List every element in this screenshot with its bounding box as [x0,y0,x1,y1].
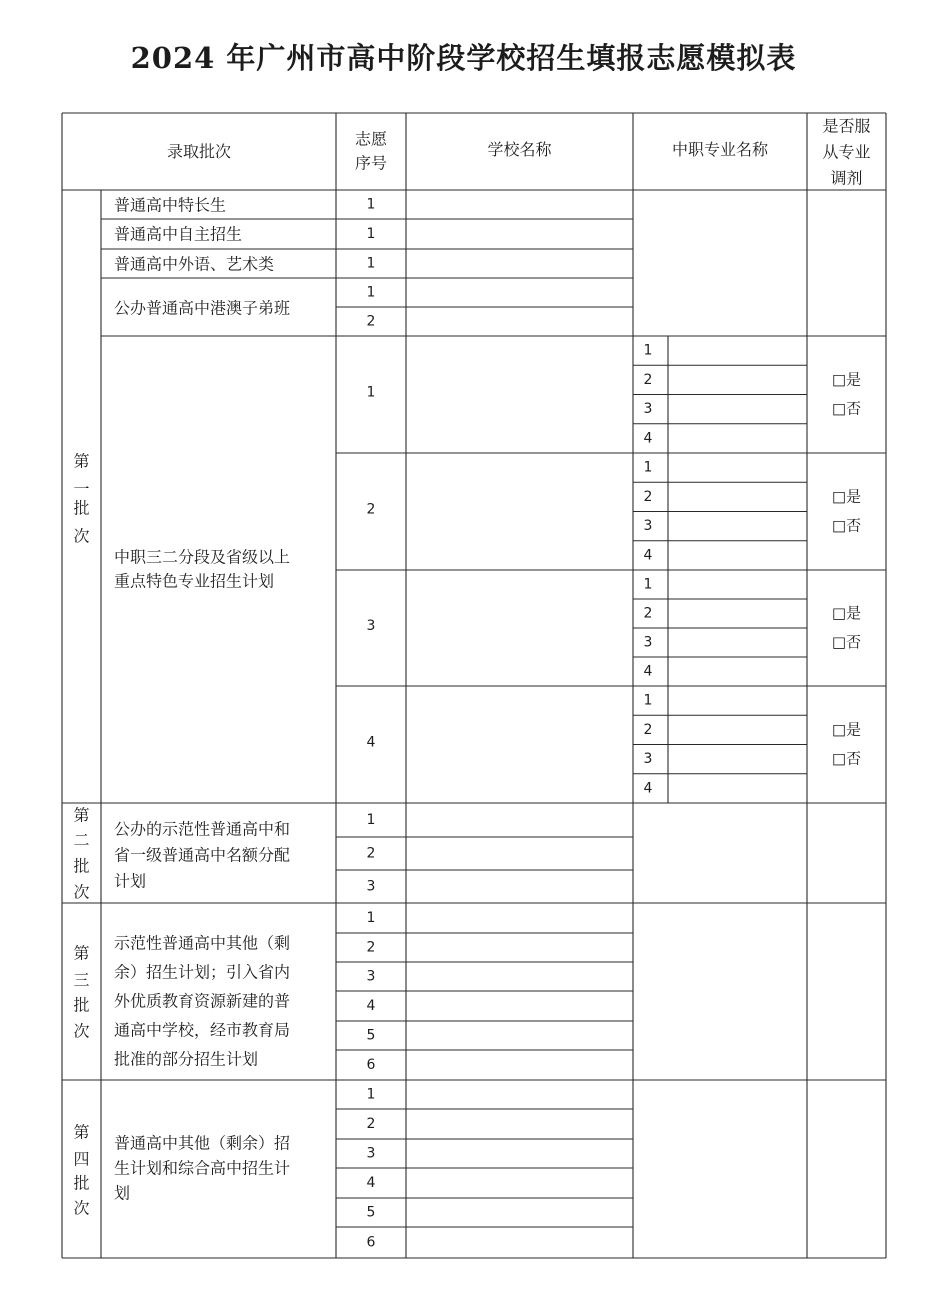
batch-label: 次 [73,526,90,546]
adjust-no-checkbox[interactable]: □否 [831,516,862,535]
batch-label: 批 [73,1173,90,1193]
choice-number: 1 [366,284,376,301]
adjust-yes-checkbox[interactable]: □是 [831,487,862,506]
choice-number: 6 [366,1234,376,1251]
school-name-field[interactable] [406,336,633,453]
choice-number: 1 [366,1086,376,1103]
batch-label: 二 [73,830,90,850]
category-label: 公办的示范性普通高中和 [114,819,291,839]
school-name-field[interactable] [406,933,633,962]
choice-number: 2 [366,939,376,956]
school-name-field[interactable] [406,962,633,991]
school-name-field[interactable] [406,1021,633,1050]
batch-label: 三 [73,970,90,990]
category-label: 普通高中其他（剩余）招 [114,1133,291,1153]
choice-number: 4 [366,998,376,1014]
choice-number: 1 [366,226,376,242]
major-number: 2 [643,721,653,738]
school-name-field[interactable] [406,1050,633,1080]
adjust-no-checkbox[interactable]: □否 [831,749,862,768]
school-name-field[interactable] [406,837,633,870]
category-label: 普通高中自主招生 [114,224,243,244]
category-label: 批准的部分招生计划 [114,1049,259,1069]
batch-label: 四 [73,1149,90,1169]
major-name-field[interactable] [668,599,807,628]
header-school: 学校名称 [487,140,552,159]
adjust-yes-checkbox[interactable]: □是 [831,720,862,739]
major-name-field[interactable] [668,628,807,657]
school-name-field[interactable] [406,870,633,903]
school-name-field[interactable] [406,1168,633,1198]
category-label: 划 [114,1183,131,1203]
choice-number: 3 [366,1145,376,1162]
choice-number: 4 [366,1175,376,1191]
batch-label: 第 [73,805,90,825]
major-name-field[interactable] [668,453,807,482]
major-number: 4 [643,547,653,564]
header-adjust: 调剂 [830,168,863,188]
category-label: 省一级普通高中名额分配 [114,845,291,865]
major-name-field[interactable] [668,424,807,453]
major-name-field[interactable] [668,512,807,541]
batch-label: 次 [73,882,90,902]
choice-number: 2 [366,1116,376,1132]
school-name-field[interactable] [406,278,633,307]
header-major: 中职专业名称 [671,140,769,159]
page-title: 2024 年广州市高中阶段学校招生填报志愿模拟表 [130,41,797,75]
school-name-field[interactable] [406,307,633,336]
choice-number: 2 [366,845,376,862]
category-label: 示范性普通高中其他（剩 [114,933,291,953]
school-name-field[interactable] [406,1080,633,1109]
major-number: 4 [643,780,653,797]
choice-number: 1 [366,812,376,828]
school-name-field[interactable] [406,570,633,686]
category-label: 计划 [114,871,147,891]
school-name-field[interactable] [406,1227,633,1258]
category-label: 余）招生计划；引入省内 [114,962,291,982]
major-number: 3 [643,518,653,535]
batch-label: 次 [73,1198,90,1218]
adjust-no-checkbox[interactable]: □否 [831,633,862,651]
major-number: 1 [643,342,653,359]
school-name-field[interactable] [406,1139,633,1168]
choice-number: 6 [366,1057,376,1073]
major-name-field[interactable] [668,570,807,599]
school-name-field[interactable] [406,991,633,1021]
major-number: 1 [643,692,653,709]
major-number: 2 [643,488,653,505]
batch-label: 第 [73,451,90,471]
school-name-field[interactable] [406,803,633,837]
major-number: 2 [643,371,653,388]
adjust-yes-checkbox[interactable]: □是 [831,370,862,389]
choice-number: 1 [366,384,376,401]
major-number: 2 [643,605,653,622]
major-number: 3 [643,401,653,418]
category-label: 重点特色专业招生计划 [114,571,275,591]
batch-label: 批 [73,856,90,876]
adjust-yes-checkbox[interactable]: □是 [831,604,862,622]
choice-number: 2 [366,313,376,330]
major-number: 4 [643,430,653,447]
major-name-field[interactable] [668,482,807,511]
school-name-field[interactable] [406,249,633,278]
major-number: 3 [643,751,653,768]
batch-label: 第 [73,1122,90,1142]
school-name-field[interactable] [406,686,633,803]
adjust-no-checkbox[interactable]: □否 [831,399,862,418]
choice-number: 1 [366,910,376,926]
batch-label: 批 [73,498,90,518]
header-order: 序号 [354,153,388,173]
school-name-field[interactable] [406,1109,633,1139]
category-label: 外优质教育资源新建的普 [114,991,291,1011]
batch-label: 批 [73,995,90,1015]
major-name-field[interactable] [668,541,807,570]
major-name-field[interactable] [668,745,807,774]
choice-number: 5 [366,1204,376,1221]
batch-label: 第 [73,943,90,963]
school-name-field[interactable] [406,190,633,219]
major-name-field[interactable] [668,715,807,744]
major-number: 4 [643,663,653,680]
major-name-field[interactable] [668,336,807,365]
category-label: 生计划和综合高中招生计 [114,1158,291,1178]
school-name-field[interactable] [406,219,633,249]
choice-number: 3 [366,618,376,634]
category-label: 中职三二分段及省级以上 [114,547,291,567]
choice-number: 3 [366,878,376,895]
major-name-field[interactable] [668,774,807,803]
header-adjust: 从专业 [822,142,871,162]
school-name-field[interactable] [406,453,633,570]
major-name-field[interactable] [668,686,807,715]
school-name-field[interactable] [406,1198,633,1227]
category-label: 公办普通高中港澳子弟班 [114,298,291,318]
header-order: 志愿 [354,129,388,149]
choice-number: 1 [366,255,376,272]
major-name-field[interactable] [668,657,807,686]
major-number: 3 [643,634,653,651]
header-batch: 录取批次 [166,142,232,161]
batch-label: 一 [73,479,90,499]
school-name-field[interactable] [406,903,633,933]
major-number: 1 [643,459,653,476]
major-number: 1 [643,576,653,593]
choice-number: 5 [366,1027,376,1044]
category-label: 通高中学校，经市教育局 [114,1020,291,1040]
choice-number: 2 [366,501,376,518]
header-adjust: 是否服 [822,116,871,136]
choice-number: 1 [366,196,376,213]
batch-label: 次 [73,1021,90,1041]
major-name-field[interactable] [668,395,807,424]
major-name-field[interactable] [668,365,807,394]
category-label: 普通高中特长生 [114,195,227,215]
choice-number: 3 [366,968,376,985]
category-label: 普通高中外语、艺术类 [114,254,275,274]
choice-number: 4 [366,734,376,751]
